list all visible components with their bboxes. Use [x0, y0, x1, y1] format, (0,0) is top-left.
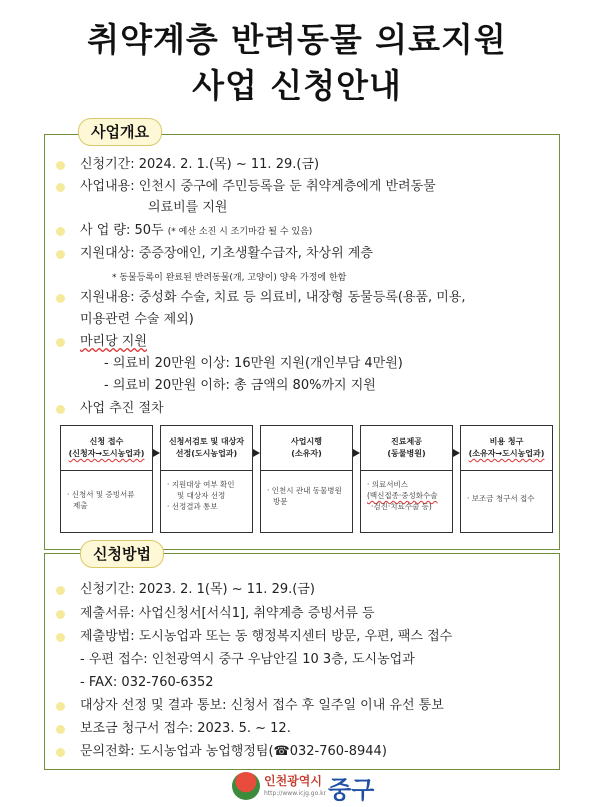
overview-support: 지원내용: 중성화 수술, 치료 등 의료비, 내장형 동물등록(용품, 미용, — [80, 290, 466, 305]
flow-step-5 — [460, 425, 553, 533]
apply-notification: 대상자 선정 및 결과 통보: 신청서 접수 후 일주일 이내 유선 통보 — [80, 698, 444, 713]
flow-step-title: 신청서검토 및 대상자 — [168, 437, 245, 446]
bullet-icon — [56, 250, 65, 259]
flow-step-text: · 지원대상 여부 확인 — [167, 480, 235, 489]
bullet-icon — [56, 586, 65, 595]
overview-period: 신청기간: 2024. 2. 1.(목) ~ 11. 29.(금) — [80, 157, 320, 172]
arrow-right-icon — [253, 449, 260, 456]
bullet-icon — [56, 405, 65, 414]
flow-step-1 — [60, 425, 153, 533]
flow-step-subtitle: (소유자) — [291, 449, 322, 458]
flow-step-subtitle: (신청자→도시농업과) — [68, 449, 145, 458]
page-title-line1: 취약계층 반려동물 의료지원 — [87, 20, 507, 59]
bullet-icon — [56, 161, 65, 170]
flow-step-3 — [260, 425, 353, 533]
apply-method-mail: - 우편 접수: 인천광역시 중구 우남안길 10 3층, 도시농업과 — [80, 652, 415, 667]
flow-step-text: · 인천시 관내 동물병원 — [267, 486, 342, 495]
flow-step-subtitle: (동물병원) — [387, 449, 426, 458]
city-emblem-icon — [232, 772, 260, 800]
page-title-line2: 사업 신청안내 — [192, 66, 402, 105]
bullet-icon — [56, 227, 65, 236]
bullet-icon — [56, 725, 65, 734]
apply-claim: 보조금 청구서 접수: 2023. 5. ~ 12. — [80, 721, 291, 736]
flow-step-title: 신청 접수 — [89, 437, 124, 446]
bullet-icon — [56, 338, 65, 347]
bullet-icon — [56, 294, 65, 303]
flow-step-text: 방문 — [273, 497, 288, 506]
logo-city-name: 인천광역시 — [264, 774, 322, 788]
overview-target-note: * 동물등록이 완료된 반려동물(개, 고양이) 양육 가정에 한함 — [112, 273, 347, 283]
bullet-icon — [56, 610, 65, 619]
bullet-icon — [56, 748, 65, 757]
apply-method: 제출방법: 도시농업과 또는 동 행정복지센터 방문, 우편, 팩스 접수 — [80, 629, 453, 644]
overview-target: 지원대상: 중증장애인, 기초생활수급자, 차상위 계층 — [80, 246, 373, 261]
overview-content-cont: 의료비를 지원 — [148, 200, 228, 215]
junggu-logo — [232, 770, 392, 802]
overview-content: 사업내용: 인천시 중구에 주민등록을 둔 취약계층에게 반려동물 — [80, 179, 436, 194]
flow-step-text: · 보조금 청구서 접수 — [467, 494, 535, 503]
quantity-label: 사 업 량: 50두 — [80, 223, 164, 238]
logo-district-name: 중구 — [328, 776, 375, 804]
overview-procedure: 사업 추진 절차 — [80, 401, 164, 416]
overview-section-tab: 사업개요 — [78, 118, 162, 146]
flow-step-text: · 선정결과 통보 — [167, 502, 218, 511]
flow-step-subtitle: (소유자→도시농업과) — [468, 449, 545, 458]
arrow-right-icon — [353, 449, 360, 456]
flow-step-title: 진료제공 — [391, 437, 422, 446]
flow-step-text: (백신접종·중성화수술 — [367, 491, 438, 500]
bullet-icon — [56, 183, 65, 192]
flow-step-4 — [360, 425, 453, 533]
overview-per-animal-sub2: - 의료비 20만원 이하: 총 금액의 80%까지 지원 — [104, 378, 376, 393]
quantity-note: (* 예산 소진 시 조기마감 될 수 있음) — [167, 227, 313, 237]
bullet-icon — [56, 702, 65, 711]
overview-per-animal-sub1: - 의료비 20만원 이상: 16만원 지원(개인부담 4만원) — [104, 356, 403, 371]
overview-support-cont: 미용관련 수술 제외) — [80, 312, 194, 327]
flow-step-text: 및 대상자 선정 — [177, 491, 226, 500]
flow-step-text: ·검진·치료수술 등) — [371, 502, 432, 511]
flow-step-2 — [160, 425, 253, 533]
apply-method-fax: - FAX: 032-760-6352 — [80, 675, 214, 690]
overview-per-animal: 마리당 지원 — [80, 334, 147, 349]
apply-period: 신청기간: 2023. 2. 1(목) ~ 11. 29.(금) — [80, 582, 315, 597]
overview-quantity — [80, 223, 312, 240]
application-section-tab: 신청방법 — [80, 540, 164, 568]
bullet-icon — [56, 633, 65, 642]
logo-url: http://www.icjg.go.kr — [264, 790, 327, 797]
flow-step-title: 비용 청구 — [489, 437, 524, 446]
apply-contact: 문의전화: 도시농업과 농업행정팀(☎032-760-8944) — [80, 744, 387, 759]
arrow-right-icon — [453, 449, 460, 456]
flow-step-title: 사업시행 — [291, 437, 322, 446]
flow-step-text: · 신청서 및 증빙서류 — [67, 490, 135, 499]
arrow-right-icon — [153, 449, 160, 456]
apply-documents: 제출서류: 사업신청서[서식1], 취약계층 증빙서류 등 — [80, 606, 375, 621]
flow-step-text: · 의료서비스 — [367, 480, 408, 489]
flow-step-text: 제출 — [73, 501, 88, 510]
flow-step-subtitle: 선정(도시농업과) — [175, 449, 238, 458]
